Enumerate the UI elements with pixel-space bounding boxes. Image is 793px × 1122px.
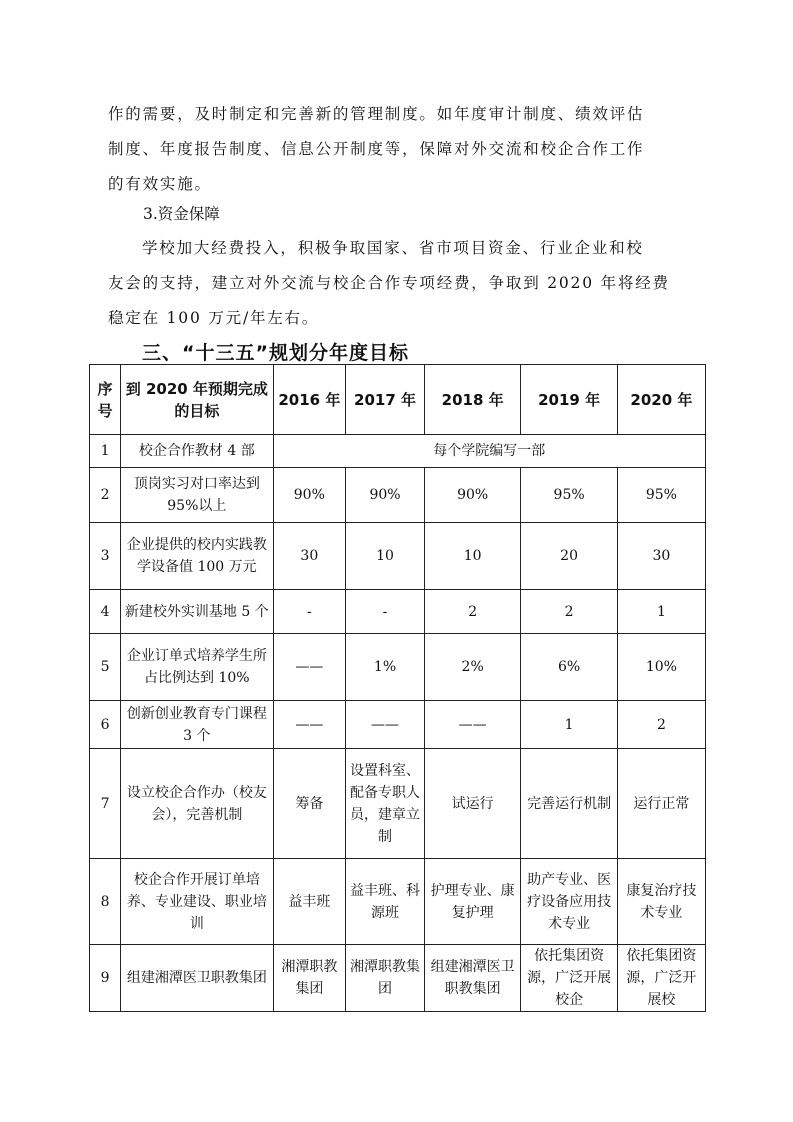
cell-2017: 益丰班、科源班 (346, 859, 425, 945)
cell-2016: 湘潭职教集团 (273, 945, 346, 1012)
cell-2018: 90% (424, 468, 520, 523)
cell-no: 2 (90, 468, 121, 523)
text-line: 学校加大经费投入，积极争取国家、省市项目资金、行业企业和校 (142, 239, 644, 257)
cell-goal: 校企合作教材 4 部 (121, 435, 273, 468)
cell-2017: 湘潭职教集团 (346, 945, 425, 1012)
subheading-funding: 3.资金保障 (143, 205, 220, 223)
cell-2018: 护理专业、康复护理 (424, 859, 520, 945)
table-row (90, 468, 706, 523)
cell-goal: 校企合作开展订单培养、专业建设、职业培训 (121, 859, 273, 945)
cell-2019: 2 (521, 590, 617, 634)
cell-2020: 95% (617, 468, 705, 523)
cell-2017: 10 (346, 523, 425, 590)
cell-goal: 新建校外实训基地 5 个 (121, 590, 273, 634)
header-goal: 到 2020 年预期完成的目标 (121, 365, 273, 435)
paragraph-funding (108, 231, 688, 336)
cell-goal: 企业订单式培养学生所占比例达到 10% (121, 634, 273, 701)
cell-no: 8 (90, 859, 121, 945)
annual-targets-table (89, 364, 706, 1012)
cell-goal: 创新创业教育专门课程 3 个 (121, 701, 273, 749)
cell-2019: 6% (521, 634, 617, 701)
table-row (90, 634, 706, 701)
text-line: 作的需要，及时制定和完善新的管理制度。如年度审计制度、绩效评估 (108, 105, 645, 123)
cell-2018: —— (424, 701, 520, 749)
cell-2020: 2 (617, 701, 705, 749)
cell-2019: 依托集团资源，广泛开展校企 (521, 945, 617, 1012)
paragraph-management-systems (108, 97, 688, 202)
cell-2020: 10% (617, 634, 705, 701)
cell-no: 7 (90, 749, 121, 859)
cell-2019: 20 (521, 523, 617, 590)
cell-2016: 90% (273, 468, 346, 523)
cell-merged: 每个学院编写一部 (273, 435, 705, 468)
text-line: 制度、年度报告制度、信息公开制度等，保障对外交流和校企合作工作 (108, 140, 645, 158)
header-2019: 2019 年 (521, 365, 617, 435)
table-row (90, 859, 706, 945)
cell-2020: 依托集团资源，广泛开展校 (617, 945, 705, 1012)
table-row (90, 590, 706, 634)
header-2020: 2020 年 (617, 365, 705, 435)
cell-2017: 90% (346, 468, 425, 523)
cell-2018: 组建湘潭医卫职教集团 (424, 945, 520, 1012)
cell-2018: 试运行 (424, 749, 520, 859)
cell-no: 9 (90, 945, 121, 1012)
cell-2019: 助产专业、医疗设备应用技术专业 (521, 859, 617, 945)
cell-2016: 30 (273, 523, 346, 590)
cell-2016: —— (273, 634, 346, 701)
table-row (90, 749, 706, 859)
table-row (90, 701, 706, 749)
text-line: 友会的支持，建立对外交流与校企合作专项经费，争取到 2020 年将经费 (108, 274, 670, 292)
cell-2016: 益丰班 (273, 859, 346, 945)
header-2017: 2017 年 (346, 365, 425, 435)
cell-2017: 设置科室、配备专职人员，建章立制 (346, 749, 425, 859)
text-line: 稳定在 100 万元/年左右。 (108, 309, 320, 327)
cell-2020: 运行正常 (617, 749, 705, 859)
cell-2020: 30 (617, 523, 705, 590)
cell-2018: 2% (424, 634, 520, 701)
cell-2016: —— (273, 701, 346, 749)
text-line: 的有效实施。 (108, 175, 212, 193)
header-2018: 2018 年 (424, 365, 520, 435)
table-row (90, 435, 706, 468)
cell-goal: 顶岗实习对口率达到 95%以上 (121, 468, 273, 523)
cell-no: 1 (90, 435, 121, 468)
cell-2017: —— (346, 701, 425, 749)
cell-2018: 2 (424, 590, 520, 634)
table-row (90, 945, 706, 1012)
cell-2016: - (273, 590, 346, 634)
cell-2020: 康复治疗技术专业 (617, 859, 705, 945)
cell-goal: 设立校企合作办（校友会），完善机制 (121, 749, 273, 859)
cell-2019: 95% (521, 468, 617, 523)
table-row (90, 523, 706, 590)
cell-2017: - (346, 590, 425, 634)
cell-2018: 10 (424, 523, 520, 590)
cell-no: 6 (90, 701, 121, 749)
cell-no: 4 (90, 590, 121, 634)
cell-2016: 筹备 (273, 749, 346, 859)
section-title: 三、“十三五”规划分年度目标 (142, 342, 409, 364)
cell-2017: 1% (346, 634, 425, 701)
cell-no: 5 (90, 634, 121, 701)
cell-goal: 企业提供的校内实践教学设备值 100 万元 (121, 523, 273, 590)
cell-no: 3 (90, 523, 121, 590)
cell-2020: 1 (617, 590, 705, 634)
header-no: 序号 (90, 365, 121, 435)
cell-2019: 完善运行机制 (521, 749, 617, 859)
header-2016: 2016 年 (273, 365, 346, 435)
cell-2019: 1 (521, 701, 617, 749)
table-header-row (90, 365, 706, 435)
cell-goal: 组建湘潭医卫职教集团 (121, 945, 273, 1012)
